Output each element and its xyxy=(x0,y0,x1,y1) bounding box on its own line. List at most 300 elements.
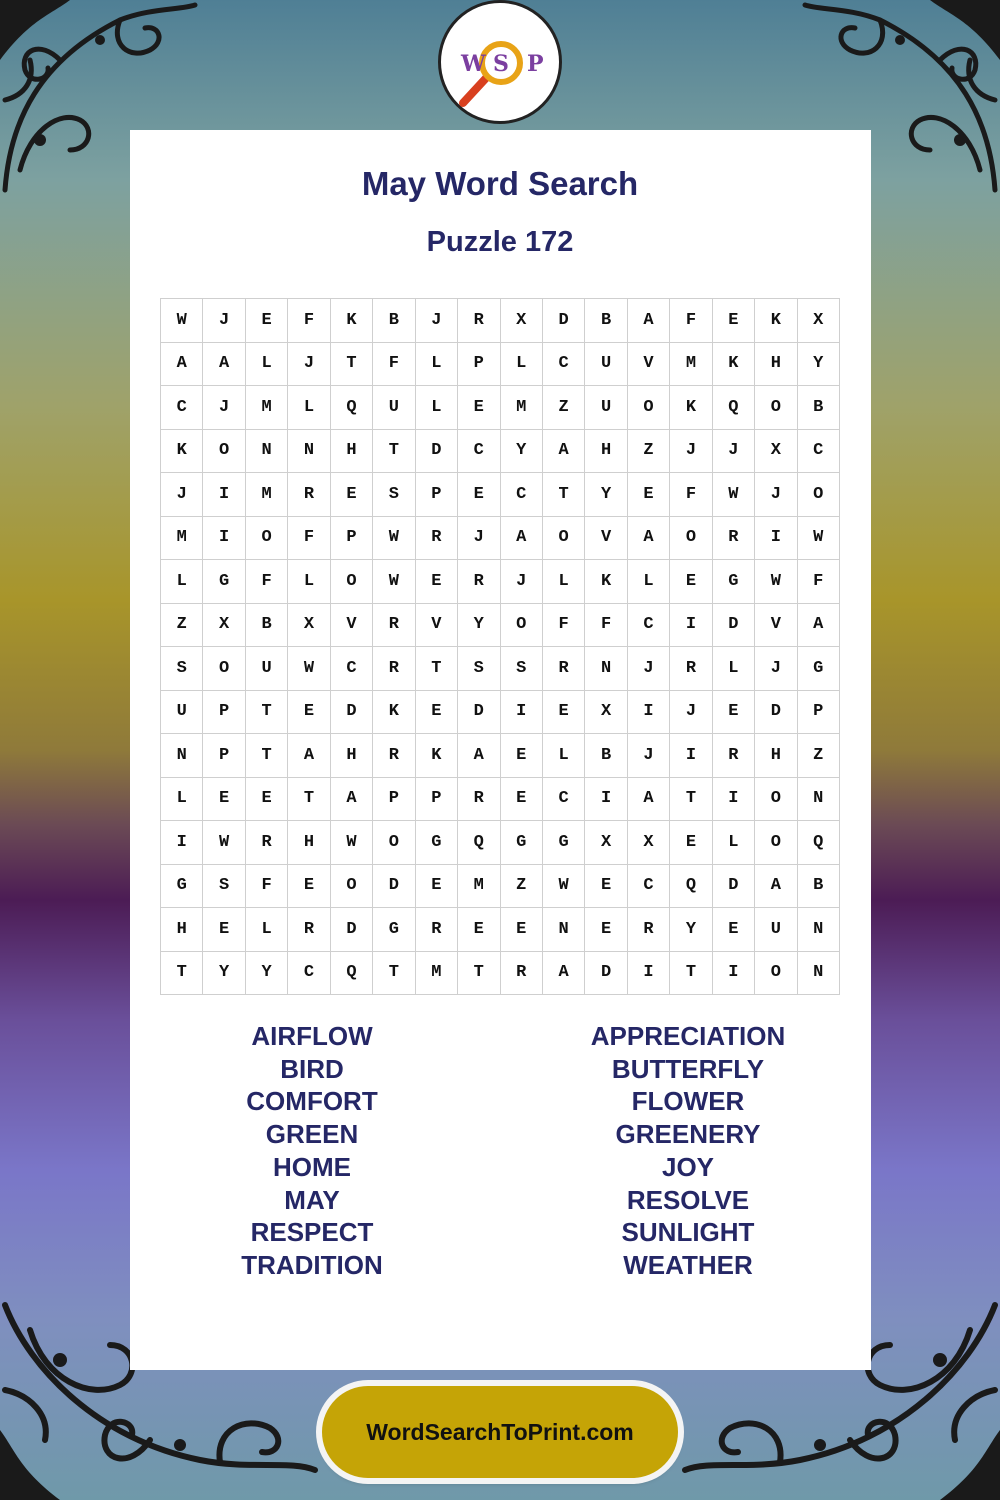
grid-cell[interactable]: O xyxy=(542,516,584,560)
grid-cell[interactable]: J xyxy=(288,342,330,386)
grid-cell[interactable]: B xyxy=(585,299,627,343)
grid-cell[interactable]: R xyxy=(373,734,415,778)
word-list-item: HOME xyxy=(273,1151,351,1182)
grid-cell[interactable]: E xyxy=(542,690,584,734)
grid-cell[interactable]: H xyxy=(755,342,797,386)
grid-cell[interactable]: M xyxy=(670,342,712,386)
grid-cell[interactable]: F xyxy=(670,299,712,343)
grid-cell[interactable]: E xyxy=(500,777,542,821)
word-list-right xyxy=(538,1020,838,1282)
grid-cell[interactable]: O xyxy=(670,516,712,560)
grid-cell[interactable]: J xyxy=(415,299,457,343)
grid-cell[interactable]: K xyxy=(330,299,372,343)
grid-cell[interactable]: G xyxy=(415,821,457,865)
grid-cell[interactable]: A xyxy=(330,777,372,821)
word-list-item: JOY xyxy=(661,1151,715,1182)
grid-cell[interactable]: H xyxy=(161,908,203,952)
grid-cell[interactable]: F xyxy=(288,299,330,343)
grid-cell[interactable]: J xyxy=(670,690,712,734)
logo-letter-p: P xyxy=(527,51,544,77)
grid-cell[interactable]: Z xyxy=(797,734,839,778)
grid-cell[interactable]: K xyxy=(585,560,627,604)
grid-cell[interactable]: O xyxy=(755,386,797,430)
grid-cell[interactable]: C xyxy=(500,473,542,517)
grid-cell[interactable]: V xyxy=(415,603,457,647)
word-list-item: GREENERY xyxy=(615,1119,761,1150)
grid-cell[interactable]: Z xyxy=(542,386,584,430)
grid-row xyxy=(161,734,840,778)
grid-cell[interactable]: U xyxy=(161,690,203,734)
grid-cell[interactable]: Y xyxy=(670,908,712,952)
grid-cell[interactable]: B xyxy=(245,603,287,647)
grid-cell[interactable]: B xyxy=(585,734,627,778)
grid-cell[interactable]: O xyxy=(797,473,839,517)
grid-row xyxy=(161,864,840,908)
site-link-button[interactable] xyxy=(322,1386,678,1478)
grid-cell[interactable]: N xyxy=(161,734,203,778)
grid-cell[interactable]: P xyxy=(203,690,245,734)
grid-cell[interactable]: K xyxy=(373,690,415,734)
grid-cell[interactable]: W xyxy=(373,516,415,560)
grid-cell[interactable]: V xyxy=(627,342,669,386)
grid-cell[interactable]: N xyxy=(542,908,584,952)
grid-cell[interactable]: V xyxy=(755,603,797,647)
grid-cell[interactable]: L xyxy=(500,342,542,386)
grid-cell[interactable]: H xyxy=(330,734,372,778)
word-list-item: BUTTERFLY xyxy=(611,1053,765,1084)
grid-cell[interactable]: V xyxy=(585,516,627,560)
grid-cell[interactable]: I xyxy=(203,516,245,560)
grid-cell[interactable]: R xyxy=(712,516,754,560)
grid-cell[interactable]: F xyxy=(245,864,287,908)
grid-cell[interactable]: E xyxy=(712,908,754,952)
grid-cell[interactable]: U xyxy=(585,342,627,386)
grid-cell[interactable]: L xyxy=(288,386,330,430)
grid-cell[interactable]: R xyxy=(458,777,500,821)
grid-cell[interactable]: D xyxy=(755,690,797,734)
grid-cell[interactable]: D xyxy=(585,951,627,995)
grid-cell[interactable]: T xyxy=(330,342,372,386)
grid-cell[interactable]: O xyxy=(627,386,669,430)
grid-cell[interactable]: N xyxy=(797,777,839,821)
grid-cell[interactable]: G xyxy=(712,560,754,604)
grid-cell[interactable]: Y xyxy=(203,951,245,995)
word-list-item: AIRFLOW xyxy=(251,1021,373,1051)
grid-cell[interactable]: P xyxy=(203,734,245,778)
word-list-item: FLOWER xyxy=(631,1086,745,1117)
grid-cell[interactable]: C xyxy=(542,342,584,386)
grid-cell[interactable]: W xyxy=(161,299,203,343)
grid-cell[interactable]: T xyxy=(670,951,712,995)
grid-cell[interactable]: D xyxy=(373,864,415,908)
grid-cell[interactable]: U xyxy=(585,386,627,430)
grid-cell[interactable]: K xyxy=(161,429,203,473)
grid-cell[interactable]: G xyxy=(542,821,584,865)
grid-cell[interactable]: I xyxy=(585,777,627,821)
grid-cell[interactable]: D xyxy=(542,299,584,343)
word-list-item: WEATHER xyxy=(623,1249,753,1280)
grid-cell[interactable]: L xyxy=(415,342,457,386)
grid-cell[interactable]: L xyxy=(288,560,330,604)
grid-row xyxy=(161,690,840,734)
letter-grid xyxy=(160,298,840,995)
grid-cell[interactable]: F xyxy=(373,342,415,386)
grid-cell[interactable]: T xyxy=(161,951,203,995)
grid-cell[interactable]: N xyxy=(585,647,627,691)
grid-cell[interactable]: I xyxy=(712,777,754,821)
grid-cell[interactable]: D xyxy=(712,603,754,647)
grid-cell[interactable]: R xyxy=(458,299,500,343)
grid-cell[interactable]: N xyxy=(288,429,330,473)
grid-cell[interactable]: Y xyxy=(245,951,287,995)
grid-cell[interactable]: P xyxy=(330,516,372,560)
grid-cell[interactable]: E xyxy=(670,560,712,604)
grid-cell[interactable]: R xyxy=(627,908,669,952)
word-list-item: GREEN xyxy=(265,1119,359,1150)
grid-row xyxy=(161,429,840,473)
grid-row xyxy=(161,951,840,995)
page-title: May Word Search xyxy=(361,165,639,202)
grid-cell[interactable]: L xyxy=(542,734,584,778)
grid-cell[interactable]: T xyxy=(415,647,457,691)
grid-cell[interactable]: G xyxy=(161,864,203,908)
grid-cell[interactable]: J xyxy=(203,299,245,343)
word-list-item: COMFORT xyxy=(246,1086,378,1117)
word-list-item: MAY xyxy=(284,1184,340,1215)
grid-cell[interactable]: D xyxy=(330,908,372,952)
grid-cell[interactable]: A xyxy=(627,516,669,560)
grid-cell[interactable]: E xyxy=(288,864,330,908)
grid-cell[interactable]: Y xyxy=(585,473,627,517)
grid-cell[interactable]: O xyxy=(755,821,797,865)
grid-cell[interactable]: A xyxy=(542,951,584,995)
grid-cell[interactable]: E xyxy=(627,473,669,517)
grid-cell[interactable]: D xyxy=(330,690,372,734)
grid-cell[interactable]: E xyxy=(712,299,754,343)
grid-cell[interactable]: R xyxy=(712,734,754,778)
grid-cell[interactable]: D xyxy=(712,864,754,908)
grid-cell[interactable]: T xyxy=(458,951,500,995)
grid-cell[interactable]: H xyxy=(288,821,330,865)
grid-cell[interactable]: J xyxy=(627,647,669,691)
grid-cell[interactable]: R xyxy=(670,647,712,691)
grid-row xyxy=(161,516,840,560)
grid-cell[interactable]: E xyxy=(458,473,500,517)
grid-cell[interactable]: M xyxy=(161,516,203,560)
grid-cell[interactable]: X xyxy=(585,690,627,734)
grid-cell[interactable]: S xyxy=(161,647,203,691)
grid-cell[interactable]: E xyxy=(585,864,627,908)
grid-cell[interactable]: R xyxy=(245,821,287,865)
grid-cell[interactable]: R xyxy=(542,647,584,691)
grid-cell[interactable]: L xyxy=(245,908,287,952)
grid-cell[interactable]: G xyxy=(500,821,542,865)
grid-cell[interactable]: D xyxy=(458,690,500,734)
grid-cell[interactable]: A xyxy=(288,734,330,778)
grid-cell[interactable]: J xyxy=(500,560,542,604)
grid-cell[interactable]: A xyxy=(161,342,203,386)
grid-cell[interactable]: M xyxy=(245,473,287,517)
grid-cell[interactable]: F xyxy=(797,560,839,604)
grid-cell[interactable]: E xyxy=(415,690,457,734)
grid-cell[interactable]: M xyxy=(500,386,542,430)
grid-cell[interactable]: U xyxy=(245,647,287,691)
grid-cell[interactable]: F xyxy=(585,603,627,647)
grid-cell[interactable]: E xyxy=(500,734,542,778)
grid-cell[interactable]: S xyxy=(373,473,415,517)
grid-cell[interactable]: Q xyxy=(330,386,372,430)
grid-cell[interactable]: K xyxy=(415,734,457,778)
site-link-label: WordSearchToPrint.com xyxy=(366,1418,634,1445)
grid-cell[interactable]: V xyxy=(330,603,372,647)
grid-cell[interactable]: L xyxy=(627,560,669,604)
grid-cell[interactable]: O xyxy=(245,516,287,560)
grid-cell[interactable]: J xyxy=(755,473,797,517)
grid-cell[interactable]: T xyxy=(670,777,712,821)
grid-cell[interactable]: H xyxy=(755,734,797,778)
grid-cell[interactable]: A xyxy=(755,864,797,908)
grid-cell[interactable]: O xyxy=(755,777,797,821)
grid-cell[interactable]: R xyxy=(288,908,330,952)
grid-cell[interactable]: I xyxy=(500,690,542,734)
grid-cell[interactable]: R xyxy=(458,560,500,604)
grid-cell[interactable]: P xyxy=(458,342,500,386)
word-list-item: TRADITION xyxy=(241,1249,383,1280)
grid-cell[interactable]: O xyxy=(203,647,245,691)
grid-cell[interactable]: I xyxy=(203,473,245,517)
grid-cell[interactable]: L xyxy=(415,386,457,430)
grid-cell[interactable]: E xyxy=(245,299,287,343)
grid-cell[interactable]: R xyxy=(373,647,415,691)
grid-cell[interactable]: Z xyxy=(627,429,669,473)
grid-cell[interactable]: G xyxy=(203,560,245,604)
grid-cell[interactable]: H xyxy=(585,429,627,473)
word-list-item: RESPECT xyxy=(250,1217,374,1248)
grid-cell[interactable]: A xyxy=(542,429,584,473)
grid-cell[interactable]: B xyxy=(797,864,839,908)
grid-cell[interactable]: X xyxy=(203,603,245,647)
grid-cell[interactable]: J xyxy=(670,429,712,473)
grid-cell[interactable]: C xyxy=(627,864,669,908)
grid-cell[interactable]: L xyxy=(161,560,203,604)
grid-cell[interactable]: W xyxy=(797,516,839,560)
grid-row xyxy=(161,777,840,821)
grid-cell[interactable]: O xyxy=(330,560,372,604)
grid-cell[interactable]: N xyxy=(797,908,839,952)
grid-cell[interactable]: L xyxy=(245,342,287,386)
grid-cell[interactable]: A xyxy=(458,734,500,778)
grid-cell[interactable]: F xyxy=(245,560,287,604)
grid-cell[interactable]: M xyxy=(458,864,500,908)
grid-cell[interactable]: B xyxy=(373,299,415,343)
grid-cell[interactable]: A xyxy=(500,516,542,560)
grid-cell[interactable]: P xyxy=(797,690,839,734)
grid-cell[interactable]: C xyxy=(161,386,203,430)
grid-cell[interactable]: E xyxy=(670,821,712,865)
grid-row xyxy=(161,647,840,691)
grid-cell[interactable]: J xyxy=(627,734,669,778)
grid-cell[interactable]: J xyxy=(203,386,245,430)
grid-cell[interactable]: X xyxy=(797,299,839,343)
word-list-left xyxy=(162,1020,462,1282)
grid-cell[interactable]: S xyxy=(203,864,245,908)
grid-cell[interactable]: A xyxy=(627,777,669,821)
grid-cell[interactable]: X xyxy=(755,429,797,473)
grid-cell[interactable]: R xyxy=(415,908,457,952)
grid-cell[interactable]: I xyxy=(712,951,754,995)
grid-cell[interactable]: E xyxy=(415,560,457,604)
grid-cell[interactable]: E xyxy=(712,690,754,734)
word-list-item: BIRD xyxy=(280,1053,344,1084)
grid-cell[interactable]: E xyxy=(458,386,500,430)
grid-cell[interactable]: I xyxy=(670,603,712,647)
grid-cell[interactable]: O xyxy=(500,603,542,647)
grid-cell[interactable]: O xyxy=(755,951,797,995)
grid-row xyxy=(161,299,840,343)
grid-cell[interactable]: Q xyxy=(458,821,500,865)
grid-cell[interactable]: O xyxy=(373,821,415,865)
grid-cell[interactable]: W xyxy=(203,821,245,865)
grid-cell[interactable]: R xyxy=(373,603,415,647)
grid-row xyxy=(161,560,840,604)
grid-cell[interactable]: X xyxy=(585,821,627,865)
grid-cell[interactable]: X xyxy=(500,299,542,343)
grid-cell[interactable]: C xyxy=(330,647,372,691)
grid-cell[interactable]: E xyxy=(458,908,500,952)
grid-cell[interactable]: S xyxy=(458,647,500,691)
grid-cell[interactable]: L xyxy=(542,560,584,604)
grid-cell[interactable]: E xyxy=(203,908,245,952)
grid-cell[interactable]: J xyxy=(755,647,797,691)
grid-cell[interactable]: F xyxy=(542,603,584,647)
site-logo[interactable] xyxy=(438,0,562,124)
grid-cell[interactable]: P xyxy=(415,473,457,517)
grid-row xyxy=(161,908,840,952)
grid-cell[interactable]: J xyxy=(712,429,754,473)
word-list-item: RESOLVE xyxy=(626,1184,750,1215)
grid-cell[interactable]: W xyxy=(755,560,797,604)
grid-cell[interactable]: J xyxy=(458,516,500,560)
logo-letter-s: S xyxy=(493,51,509,77)
word-list-item: SUNLIGHT xyxy=(621,1217,755,1248)
grid-cell[interactable]: E xyxy=(415,864,457,908)
grid-cell[interactable]: X xyxy=(627,821,669,865)
grid-cell[interactable]: E xyxy=(203,777,245,821)
grid-cell[interactable]: Z xyxy=(161,603,203,647)
grid-cell[interactable]: C xyxy=(542,777,584,821)
grid-cell[interactable]: E xyxy=(330,473,372,517)
grid-cell[interactable]: E xyxy=(585,908,627,952)
grid-cell[interactable]: A xyxy=(797,603,839,647)
grid-cell[interactable]: G xyxy=(373,908,415,952)
grid-cell[interactable]: W xyxy=(373,560,415,604)
grid-cell[interactable]: F xyxy=(288,516,330,560)
grid-cell[interactable]: W xyxy=(542,864,584,908)
grid-cell[interactable]: O xyxy=(330,864,372,908)
grid-cell[interactable]: I xyxy=(627,690,669,734)
grid-cell[interactable]: T xyxy=(288,777,330,821)
grid-row xyxy=(161,603,840,647)
grid-cell[interactable]: Z xyxy=(500,864,542,908)
grid-cell[interactable]: H xyxy=(330,429,372,473)
grid-cell[interactable]: M xyxy=(245,386,287,430)
grid-cell[interactable]: T xyxy=(245,734,287,778)
grid-cell[interactable]: C xyxy=(627,603,669,647)
grid-cell[interactable]: O xyxy=(203,429,245,473)
grid-cell[interactable]: C xyxy=(458,429,500,473)
grid-cell[interactable]: L xyxy=(712,821,754,865)
grid-cell[interactable]: P xyxy=(373,777,415,821)
grid-cell[interactable]: W xyxy=(330,821,372,865)
grid-cell[interactable]: T xyxy=(542,473,584,517)
grid-cell[interactable]: S xyxy=(500,647,542,691)
magnifier-icon xyxy=(441,3,559,121)
grid-row xyxy=(161,386,840,430)
grid-cell[interactable]: E xyxy=(245,777,287,821)
grid-cell[interactable]: T xyxy=(373,429,415,473)
grid-cell[interactable]: L xyxy=(712,647,754,691)
grid-cell[interactable]: Q xyxy=(670,864,712,908)
puzzle-number: Puzzle 172 xyxy=(426,226,574,258)
grid-cell[interactable]: N xyxy=(245,429,287,473)
grid-cell[interactable]: Y xyxy=(500,429,542,473)
logo-letter-w: W xyxy=(461,51,486,77)
grid-cell[interactable]: I xyxy=(627,951,669,995)
grid-cell[interactable]: D xyxy=(415,429,457,473)
grid-cell[interactable]: K xyxy=(755,299,797,343)
grid-cell[interactable]: J xyxy=(161,473,203,517)
grid-cell[interactable]: E xyxy=(288,690,330,734)
grid-cell[interactable]: Q xyxy=(330,951,372,995)
grid-cell[interactable]: Q xyxy=(712,386,754,430)
grid-cell[interactable]: K xyxy=(712,342,754,386)
grid-cell[interactable]: Y xyxy=(797,342,839,386)
grid-cell[interactable]: R xyxy=(415,516,457,560)
grid-cell[interactable]: E xyxy=(500,908,542,952)
grid-row xyxy=(161,473,840,517)
grid-cell[interactable]: U xyxy=(373,386,415,430)
grid-row xyxy=(161,342,840,386)
grid-cell[interactable]: C xyxy=(288,951,330,995)
grid-cell[interactable]: Y xyxy=(458,603,500,647)
grid-cell[interactable]: M xyxy=(415,951,457,995)
grid-cell[interactable]: W xyxy=(288,647,330,691)
grid-cell[interactable]: I xyxy=(755,516,797,560)
grid-cell[interactable]: G xyxy=(797,647,839,691)
grid-row xyxy=(161,821,840,865)
grid-cell[interactable]: C xyxy=(797,429,839,473)
grid-cell[interactable]: K xyxy=(670,386,712,430)
grid-cell[interactable]: W xyxy=(712,473,754,517)
grid-cell[interactable]: U xyxy=(755,908,797,952)
grid-cell[interactable]: L xyxy=(161,777,203,821)
grid-cell[interactable]: R xyxy=(500,951,542,995)
grid-cell[interactable]: T xyxy=(245,690,287,734)
word-list-item: APPRECIATION xyxy=(590,1021,786,1051)
grid-cell[interactable]: T xyxy=(373,951,415,995)
grid-cell[interactable]: N xyxy=(797,951,839,995)
grid-cell[interactable]: I xyxy=(161,821,203,865)
grid-cell[interactable]: F xyxy=(670,473,712,517)
grid-cell[interactable]: P xyxy=(415,777,457,821)
grid-cell[interactable]: I xyxy=(670,734,712,778)
grid-cell[interactable]: X xyxy=(288,603,330,647)
grid-cell[interactable]: R xyxy=(288,473,330,517)
grid-cell[interactable]: A xyxy=(203,342,245,386)
grid-cell[interactable]: Q xyxy=(797,821,839,865)
grid-cell[interactable]: A xyxy=(627,299,669,343)
grid-cell[interactable]: B xyxy=(797,386,839,430)
